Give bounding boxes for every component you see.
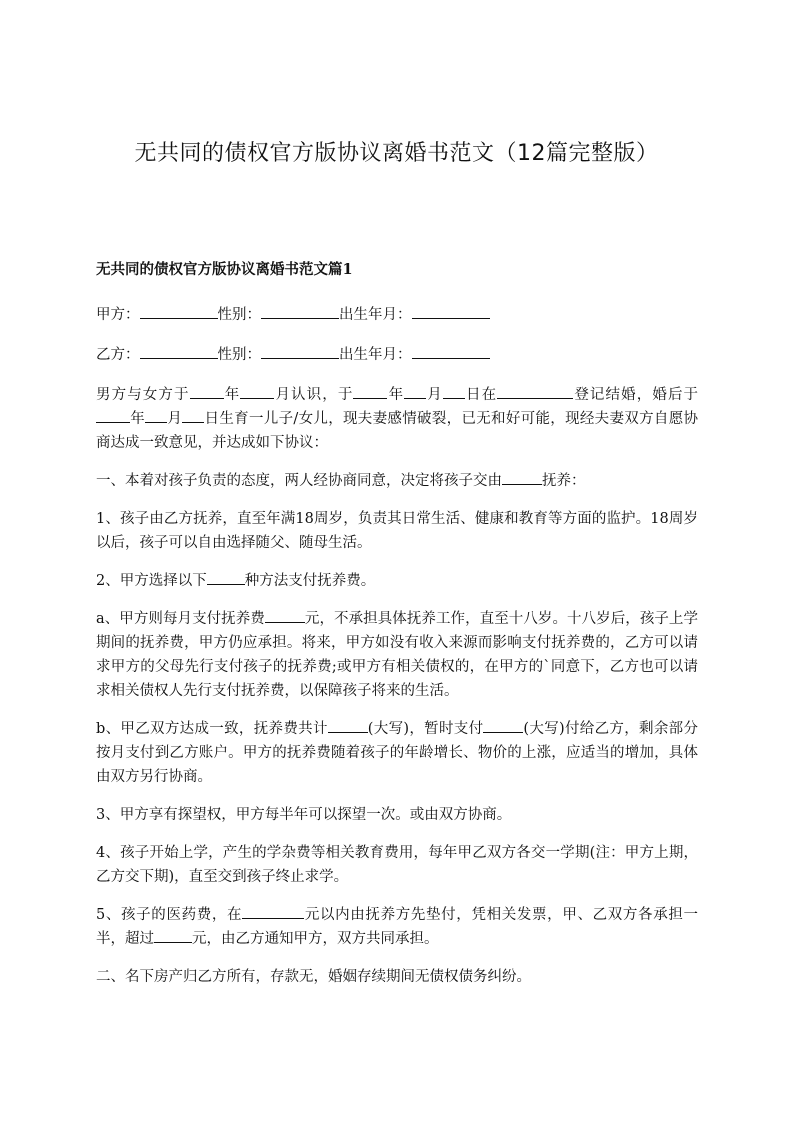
item-5 (96, 903, 698, 951)
item-3: 3、甲方享有探望权，甲方每半年可以探望一次。或由双方协商。 (96, 807, 512, 823)
item-b-text: (大写)，暂时支付 (367, 721, 484, 737)
blank (242, 903, 304, 919)
intro-text: 月认识，于 (274, 387, 354, 403)
blank (497, 383, 573, 399)
intro-text: 日在 (464, 387, 498, 403)
item-1: 1、孩子由乙方抚养，直至年满18周岁，负责其日常生活、健康和教育等方面的监护。18周岁以后，孩子可以自由选择随父、随母生活。 (96, 511, 698, 551)
party-b-birth-blank (412, 343, 490, 359)
party-b-gender-label: 性别： (217, 347, 261, 363)
item-2-text: 2、甲方选择以下 (96, 573, 207, 589)
party-a-name-blank (140, 303, 218, 319)
intro-text: 月 (167, 411, 183, 427)
blank (145, 407, 167, 423)
intro-text: 年 (130, 411, 146, 427)
item-5-text: 元，由乙方通知甲方，双方共同承担。 (192, 931, 439, 947)
blank (154, 927, 192, 943)
item-b-text: (大写)付给乙方，剩余部分按月支付到乙方账户。甲方的抚养费随着孩子的年龄增长、物价的上涨，应适当的增加，具体由双方另行协商。 (96, 721, 698, 785)
blank (190, 383, 224, 399)
document-title: 无共同的债权官方版协议离婚书范文（12篇完整版） (134, 141, 659, 166)
blank (502, 469, 542, 485)
item-2-text: 种方法支付抚养费。 (244, 573, 376, 589)
clause-1-text: 抚养： (542, 473, 586, 489)
blank (265, 607, 305, 623)
blank (240, 383, 274, 399)
section-heading: 无共同的债权官方版协议离婚书范文篇1 (96, 261, 353, 278)
item-5-text: 5、孩子的医药费，在 (96, 907, 243, 923)
party-a-gender-label: 性别： (217, 307, 261, 323)
intro-text: 年 (223, 387, 241, 403)
intro-paragraph (96, 383, 698, 455)
clause-2: 二、名下房产归乙方所有，存款无，婚姻存续期间无债权债务纠纷。 (96, 969, 531, 985)
intro-text: 男方与女方于 (96, 387, 190, 403)
blank (207, 569, 245, 585)
blank (96, 407, 130, 423)
blank (328, 717, 368, 733)
party-b-label: 乙方： (96, 347, 140, 363)
party-a-line (96, 303, 698, 327)
party-a-birth-label: 出生年月： (339, 307, 412, 323)
blank (353, 383, 387, 399)
clause-1-text: 一、本着对孩子负责的态度，两人经协商同意，决定将孩子交由 (96, 473, 502, 489)
item-2 (96, 569, 698, 593)
intro-text: 月 (426, 387, 443, 403)
item-a-text: 元，不承担具体抚养工作，直至十八岁。十八岁后，孩子上学期间的抚养费，甲方仍应承担。将来，甲方如没有收入来源而影响支付抚养费的，乙方可以请求甲方的父母先行支付孩子的抚养费;或甲方有相关债权的，在甲方的`同意下，乙方也可以请求相关债权人先行支付抚养费，以保障孩子将来的生活。 (96, 611, 698, 699)
blank (404, 383, 426, 399)
intro-text: 日生育一儿子/女儿，现夫妻感情破裂，已无和好可能，现经夫妻双方自愿协商达成一致意见，并达成如下协议： (96, 411, 699, 451)
item-b-text: b、甲乙双方达成一致，抚养费共计 (96, 721, 328, 737)
blank (182, 407, 204, 423)
party-b-name-blank (140, 343, 218, 359)
item-5-text: 元以内由抚养方先垫付，凭相关发票，甲、乙双方各承担一半，超过 (96, 907, 698, 947)
blank (443, 383, 465, 399)
party-a-birth-blank (412, 303, 490, 319)
party-b-birth-label: 出生年月： (339, 347, 412, 363)
intro-text: 登记结婚，婚后于 (573, 387, 699, 403)
document-body (96, 258, 698, 1003)
item-a (96, 607, 698, 703)
party-a-gender-blank (261, 303, 339, 319)
item-4: 4、孩子开始上学，产生的学杂费等相关教育费用，每年甲乙双方各交一学期(注：甲方上期，乙方交下期)，直至交到孩子终止求学。 (96, 845, 698, 885)
blank (483, 717, 523, 733)
item-b (96, 717, 698, 789)
party-b-line (96, 343, 698, 367)
intro-text: 年 (387, 387, 405, 403)
item-a-text: a、甲方则每月支付抚养费 (96, 611, 265, 627)
clause-1 (96, 469, 698, 493)
party-b-gender-blank (261, 343, 339, 359)
party-a-label: 甲方： (96, 307, 140, 323)
